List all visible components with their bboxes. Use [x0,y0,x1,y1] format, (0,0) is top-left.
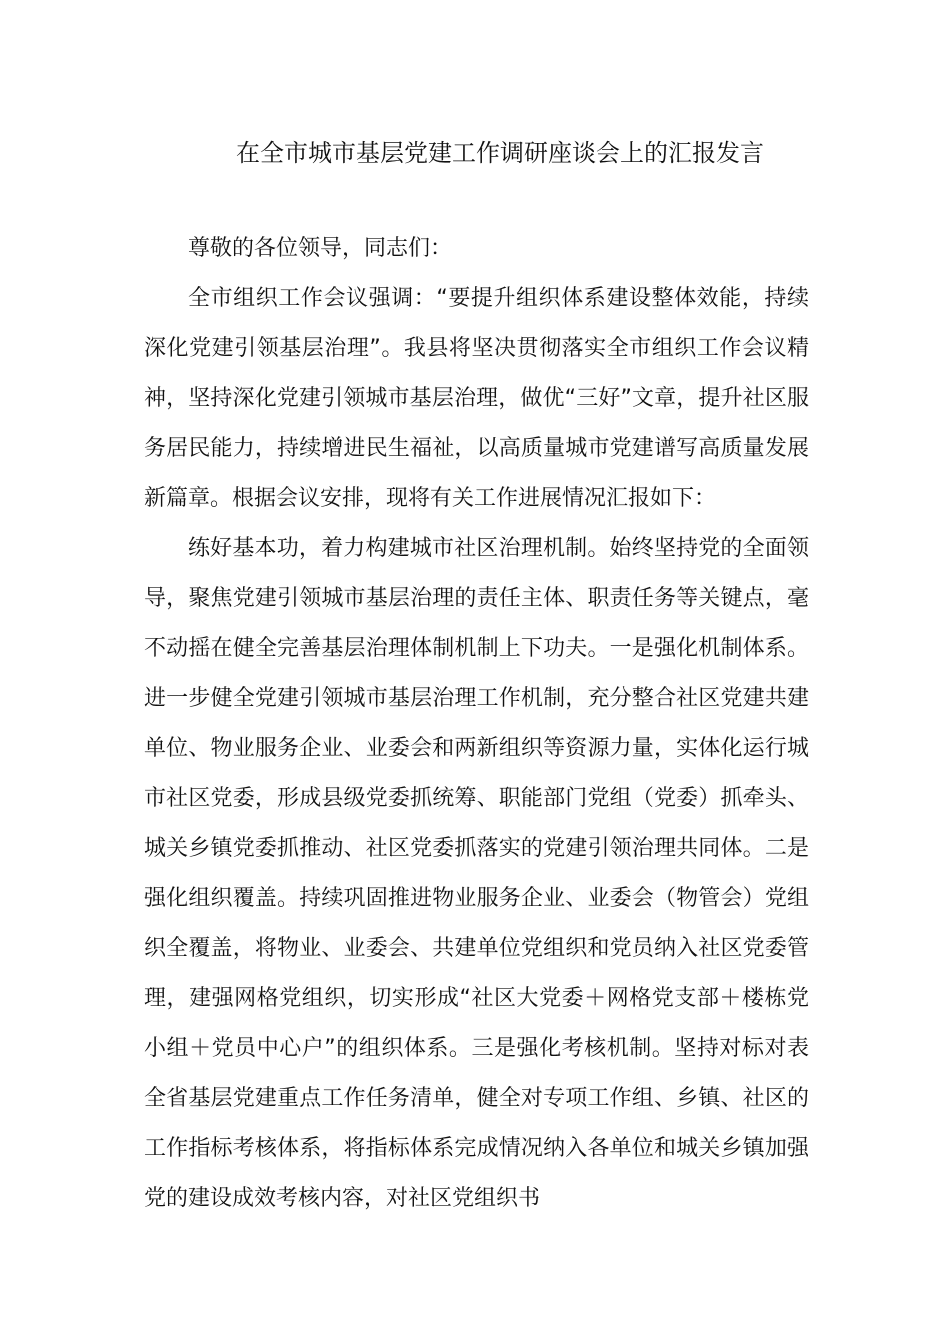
document-body [144,224,809,1224]
document-title: 在全市城市基层党建工作调研座谈会上的汇报发言 [236,139,764,167]
section-paragraph: 练好基本功，着力构建城市社区治理机制。始终坚持党的全面领导，聚焦党建引领城市基层治理的责任主体、职责任务等关键点，毫不动摇在健全完善基层治理体制机制上下功夫。一是强化机制体系。进一步健全党建引领城市基层治理工作机制，充分整合社区党建共建单位、物业服务企业、业委会和两新组织等资源力量，实体化运行城市社区党委，形成县级党委抓统筹、职能部门党组（党委）抓牵头、城关乡镇党委抓推动、社区党委抓落实的党建引领治理共同体。二是强化组织覆盖。持续巩固推进物业服务企业、业委会（物管会）党组织全覆盖，将物业、业委会、共建单位党组织和党员纳入社区党委管理，建强网格党组织，切实形成“社区大党委＋网格党支部＋楼栋党小组＋党员中心户”的组织体系。三是强化考核机制。坚持对标对表全省基层党建重点工作任务清单，健全对专项工作组、乡镇、社区的工作指标考核体系，将指标体系完成情况纳入各单位和城关乡镇加强党的建设成效考核内容，对社区党组织书 [144,536,809,1211]
salutation-paragraph: 尊敬的各位领导，同志们： [188,236,453,261]
intro-paragraph: 全市组织工作会议强调：“要提升组织体系建设整体效能，持续深化党建引领基层治理”。我县将坚决贯彻落实全市组织工作会议精神，坚持深化党建引领城市基层治理，做优“三好”文章，提升社区服务居民能力，持续增进民生福祉，以高质量城市党建谱写高质量发展新篇章。根据会议安排，现将有关工作进展情况汇报如下： [144,286,809,511]
